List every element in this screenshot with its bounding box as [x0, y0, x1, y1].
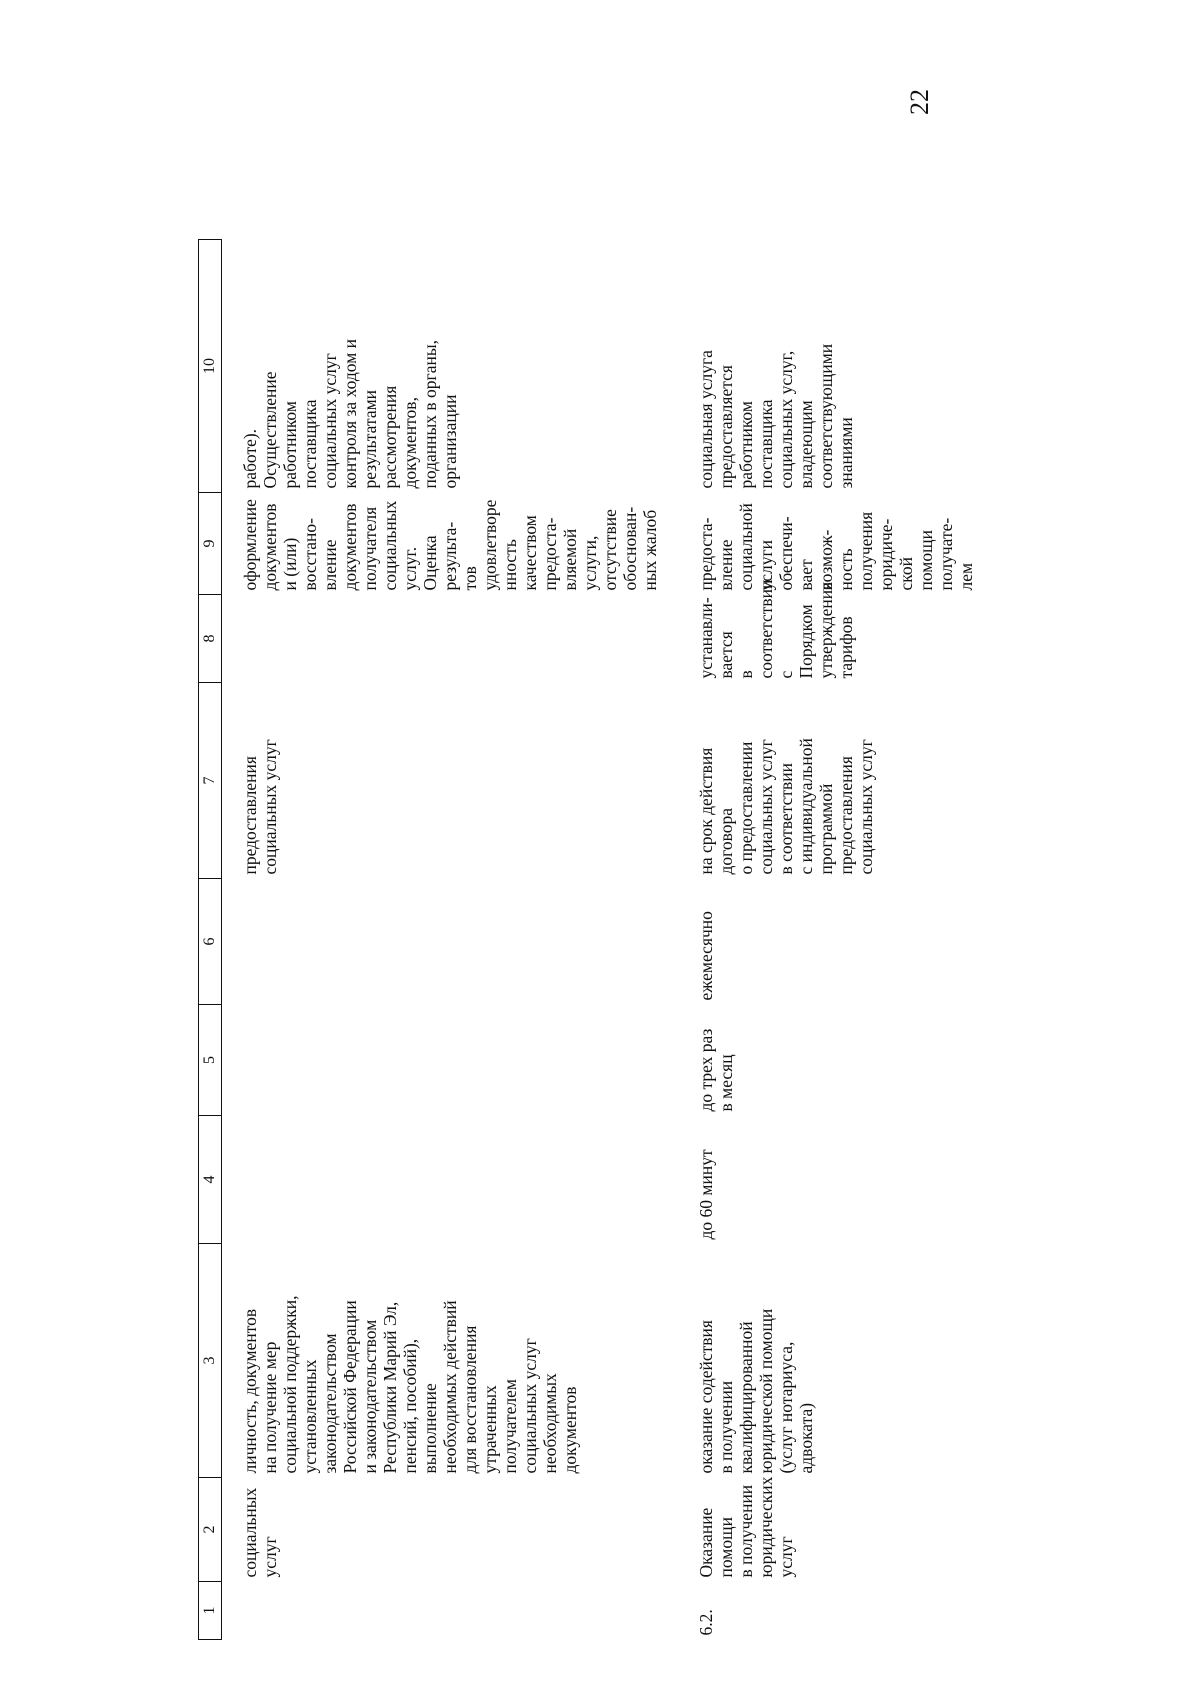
cell-text-line: социальных: [240, 1487, 260, 1578]
cell-text-line: получателя: [360, 506, 380, 591]
cell-text-line: помощи: [916, 530, 936, 591]
cell-text-line: законодательством: [320, 1333, 340, 1474]
cell-text-line: работником: [736, 401, 756, 489]
cell-text-line: и законодательством: [360, 1319, 380, 1474]
column-number-row: [199, 240, 222, 1640]
cell-text-line: возмож-: [816, 529, 836, 591]
cell-text-line: на срок действия: [696, 747, 716, 875]
cell-text-line: вает: [796, 559, 816, 591]
cell-text-line: социальных услуг: [520, 1338, 540, 1474]
cell-text-line: лем: [956, 562, 976, 591]
cell-text-line: адвоката): [796, 1402, 816, 1474]
cell-text-line: предоставления: [240, 756, 260, 875]
column-header: 3: [199, 1244, 222, 1478]
cell-text-line: обоснован-: [620, 506, 640, 591]
cell-text-line: услуг: [260, 1536, 280, 1578]
table-row: [222, 240, 661, 1640]
cell-text-line: юридической помощи: [756, 1308, 776, 1474]
cell-text-line: необходимых действий: [440, 1300, 460, 1474]
cell-text-line: соответствии: [756, 579, 776, 679]
cell-text-line: необходимых: [540, 1373, 560, 1474]
cell-text-line: результа-: [440, 521, 460, 591]
cell-text-line: работе).: [240, 428, 260, 489]
service-name-cell: [222, 1478, 661, 1582]
cell-text-line: с индивидуальной: [796, 738, 816, 875]
row-number-cell: [222, 1582, 661, 1640]
cell-text-line: квалифицированной: [736, 1321, 756, 1474]
services-table: [198, 239, 976, 1640]
tariff-cell: [222, 595, 661, 683]
cell-text-line: социальная услуга: [696, 350, 716, 489]
cell-text-line: вляемой: [560, 528, 580, 591]
row-number-cell: 6.2.: [696, 1609, 716, 1636]
cell-text-line: в месяц: [716, 1054, 736, 1112]
cell-text-line: на получение мер: [260, 1341, 280, 1474]
cell-text-line: Осуществление: [260, 371, 280, 489]
column-header: 7: [199, 683, 222, 879]
cell-text-line: услуг.: [400, 546, 420, 591]
cell-text-line: в соответствии: [776, 762, 796, 875]
cell-text-line: получате-: [936, 517, 956, 591]
cell-text-line: социальных услуг: [320, 353, 340, 489]
cell-text-line: документов: [260, 503, 280, 591]
cell-text-line: ность: [836, 548, 856, 591]
cell-text-line: услуг: [776, 1536, 796, 1578]
cell-text-line: социальных: [380, 500, 400, 591]
cell-text-line: вается: [716, 631, 736, 679]
cell-text-line: вление: [716, 539, 736, 591]
cell-text-line: социальных услуг: [260, 739, 280, 875]
cell-text-line: ных жалоб: [640, 509, 660, 591]
cell-text-line: в получении: [716, 1380, 736, 1474]
cell-text-line: услуги,: [580, 535, 600, 591]
cell-text-line: установленных: [300, 1359, 320, 1474]
cell-text-line: предоста-: [696, 517, 716, 591]
cell-text-line: и (или): [280, 537, 300, 591]
cell-text-line: качеством: [520, 515, 540, 591]
cell-text-line: получения: [856, 511, 876, 591]
frequency-cell: [222, 1005, 661, 1116]
conditions-cell: [660, 240, 976, 493]
page-number: 22: [905, 89, 934, 115]
cell-text-line: документов: [560, 1386, 580, 1474]
column-header: 6: [199, 879, 222, 1005]
cell-text-line: нность: [500, 539, 520, 591]
cell-text-line: услуги: [756, 539, 776, 591]
cell-text-line: соответствующими: [816, 343, 836, 489]
column-header: 5: [199, 1005, 222, 1116]
service-content-cell: [660, 1244, 976, 1478]
duration-cell: до 60 минут: [696, 1149, 716, 1240]
rotated-sheet: [198, 240, 1068, 1640]
cell-text-line: оказание содействия: [696, 1320, 716, 1474]
cell-text-line: пенсий, пособий),: [400, 1338, 420, 1474]
duration-cell: [222, 1116, 661, 1244]
cell-text-line: выполнение: [420, 1383, 440, 1474]
tariff-cell: [660, 579, 976, 683]
cell-text-line: вление: [320, 539, 340, 591]
cell-text-line: личность, документов: [240, 1308, 260, 1474]
term-cell: [222, 683, 661, 879]
cell-text-line: получателем: [500, 1379, 520, 1474]
cell-text-line: Оказание: [696, 1507, 716, 1578]
table-row: [660, 240, 976, 1640]
cell-text-line: обеспечи-: [776, 516, 796, 591]
cell-text-line: Республики Марий Эл,: [380, 1301, 400, 1474]
frequency-cell: [660, 1005, 976, 1116]
cell-text-line: ской: [896, 557, 916, 591]
cell-text-line: Оценка: [420, 535, 440, 591]
column-header: 9: [199, 493, 222, 595]
cell-text-line: (услуг нотариуса,: [776, 1341, 796, 1474]
cell-text-line: социальных услуг: [756, 739, 776, 875]
service-content-cell: [222, 1244, 661, 1478]
cell-text-line: предоста-: [540, 517, 560, 591]
cell-text-line: контроля за ходом и: [340, 338, 360, 489]
cell-text-line: до трех раз: [696, 1028, 716, 1112]
cell-text-line: социальных услуг,: [776, 350, 796, 489]
cell-text-line: документов: [340, 503, 360, 591]
quality-indicators-cell: [660, 493, 976, 595]
cell-text-line: утраченных: [480, 1385, 500, 1474]
cell-text-line: удовлетворе: [480, 499, 500, 591]
cell-text-line: тов: [460, 566, 480, 591]
cell-text-line: восстано-: [300, 518, 320, 591]
cell-text-line: тарифов: [836, 616, 856, 679]
column-header: 10: [199, 240, 222, 493]
cell-text-line: предоставляется: [716, 365, 736, 489]
cell-text-line: оформление: [240, 499, 260, 591]
term-cell: [660, 683, 976, 879]
service-name-cell: [660, 1478, 976, 1582]
cell-text-line: результатами: [360, 389, 380, 489]
cell-text-line: предоставления: [836, 756, 856, 875]
cell-text-line: для восстановления: [460, 1325, 480, 1474]
cell-text-line: работником: [280, 401, 300, 489]
cell-text-line: организации: [440, 394, 460, 489]
cell-text-line: знаниями: [836, 417, 856, 489]
cell-text-line: отсутствие: [600, 509, 620, 591]
column-header: 1: [199, 1582, 222, 1640]
cell-text-line: юридиче-: [876, 518, 896, 591]
periodicity-cell: [222, 879, 661, 1005]
column-header: 4: [199, 1116, 222, 1244]
cell-text-line: с Порядком: [776, 604, 816, 679]
cell-text-line: социальной поддержки,: [280, 1295, 300, 1474]
column-header: 8: [199, 595, 222, 683]
cell-text-line: поданных в органы,: [420, 340, 440, 489]
cell-text-line: социальных услуг: [856, 739, 876, 875]
periodicity-cell: ежемесячно: [696, 911, 716, 1001]
cell-text-line: о предоставлении: [736, 741, 756, 875]
cell-text-line: владеющим: [796, 400, 816, 489]
cell-text-line: договора: [716, 807, 736, 875]
cell-text-line: поставщика: [756, 399, 776, 489]
cell-text-line: документов,: [400, 397, 420, 489]
cell-text-line: утверждения: [816, 581, 836, 679]
cell-text-line: рассмотрения: [380, 385, 400, 489]
cell-text-line: в: [736, 670, 756, 679]
cell-text-line: Российской Федерации: [340, 1300, 360, 1474]
cell-text-line: поставщика: [300, 399, 320, 489]
cell-text-line: социальной: [736, 503, 756, 591]
cell-text-line: помощи: [716, 1517, 736, 1578]
cell-text-line: юридических: [756, 1476, 776, 1578]
cell-text-line: в получении: [736, 1484, 756, 1578]
conditions-cell: [222, 240, 661, 493]
quality-indicators-cell: [222, 493, 661, 595]
cell-text-line: программой: [816, 783, 836, 875]
column-header: 2: [199, 1478, 222, 1582]
cell-text-line: устанавли-: [696, 597, 716, 679]
